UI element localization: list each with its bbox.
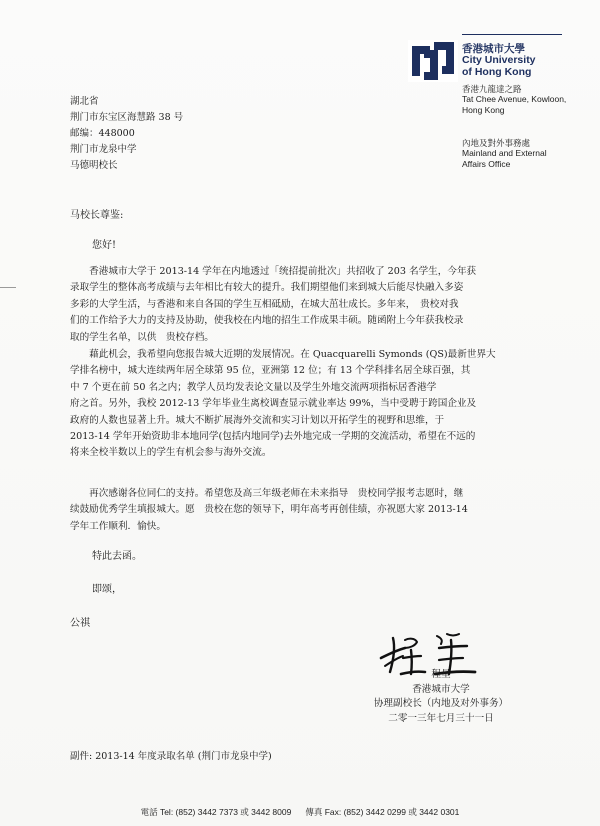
paragraph-line: 藉此机会，我希望向您报告城大近期的发展情况。在 Quacquarelli Symonds (QS)最新世界大 [70, 349, 496, 360]
paragraph-line: 多彩的大学生活，与香港和来自各国的学生互相砥励，在城大茁壮成长。多年来， 贵校对我 [70, 298, 459, 310]
signer-name: 程星 [431, 669, 451, 680]
paragraph-line: 续鼓励优秀学生填报城大。愿 贵校在您的领导下，明年高考再创佳绩，亦祝愿大家 2013-14 [70, 504, 468, 516]
recipient-province: 湖北省 [70, 96, 99, 107]
paragraph-line: 2013-14 学年开始资助非本地同学(包括内地同学)去外地完成一学期的交流活动，希望在不远的 [70, 430, 476, 442]
paragraph-line: 中 7 个更在前 50 名之内；教学人员均发表论文量以及学生外地交流两项指标居香港学 [70, 381, 437, 393]
paragraph-line: 录取学生的整体高考成绩与去年相比有较大的提升。我们期望他们来到城大后能尽快融入多姿 [70, 282, 464, 294]
signer-block [366, 668, 516, 726]
salutation: 马校长尊鉴: [70, 210, 124, 221]
signer-title: 协理副校长（内地及对外事务） [373, 698, 509, 709]
closing-wish: 公祺 [70, 618, 90, 629]
paragraph-line: 再次感谢各位同仁的支持。希望您及高三年级老师在未来指导 贵校同学报考志愿时，继 [70, 488, 464, 499]
body-paragraph-1 [70, 264, 532, 346]
letterhead-address-cn: 香港九龍達之路 [462, 85, 522, 95]
paragraph-line: 府之首。另外，我校 2012-13 学年毕业生离校调查显示就业率达 99%，当中受聘于跨国企业及 [70, 398, 477, 410]
recipient-school: 荆门市龙泉中学 [70, 144, 137, 155]
body-paragraph-3 [70, 486, 532, 535]
letterhead-address-en-line2: Hong Kong [462, 105, 505, 115]
footer-phone: 電話 Tel: (852) 3442 7373 或 3442 8009 [140, 807, 292, 817]
university-name-cn: 香港城市大學 [462, 43, 525, 55]
fold-mark [0, 287, 16, 288]
recipient-person: 马德明校长 [70, 160, 118, 171]
paragraph-line: 学排名榜中，城大连续两年居全球第 95 位，亚洲第 12 位；有 13 个学科排名居全球百强，其 [70, 365, 471, 377]
office-name-cn: 內地及對外事務處 [462, 139, 531, 149]
footer-fax: 傳真 Fax: (852) 3442 0299 或 3442 0301 [305, 807, 460, 817]
greeting: 您好! [92, 240, 117, 251]
letterhead-address-en-line1: Tat Chee Avenue, Kowloon, [462, 94, 567, 104]
paragraph-line: 们的工作给予大力的支持及协助，使我校在内地的招生工作成果丰硕。随函附上今年获我校录 [70, 315, 464, 327]
letter-footer [0, 806, 600, 818]
recipient-postcode: 邮编：448000 [70, 128, 135, 139]
recipient-street: 荆门市东宝区海慧路 38 号 [70, 112, 184, 123]
office-name-en-line1: Mainland and External [462, 148, 547, 158]
university-name-en-line1: City University [462, 54, 536, 66]
office-name-en-line2: Affairs Office [462, 159, 511, 169]
closing-remark: 特此去函。 [92, 551, 142, 562]
paragraph-line: 取的学生名单，以供 贵校存档。 [70, 331, 214, 343]
paragraph-line: 学年工作顺利．愉快。 [70, 520, 166, 532]
body-paragraph-2 [70, 347, 532, 462]
closing-salute: 即颂， [92, 584, 122, 595]
paragraph-line: 香港城市大学于 2013-14 学年在内地透过「统招提前批次」共招收了 203 名学生，今年获 [70, 266, 477, 277]
letter-date: 二零一三年七月三十一日 [388, 712, 494, 724]
university-name-en-line2: of Hong Kong [462, 66, 532, 78]
paragraph-line: 政府的人数也显著上升。城大不断扩展海外交流和实习计划以开拓学生的视野和思维，于 [70, 414, 445, 426]
cityu-logo-icon [408, 40, 458, 82]
letterhead-rule [462, 34, 562, 35]
recipient-address [70, 94, 183, 174]
signer-institution: 香港城市大学 [412, 683, 470, 695]
attachment-note: 副件: 2013-14 年度录取名单 (荆门市龙泉中学) [70, 751, 272, 762]
paragraph-line: 将来全校半数以上的学生有机会参与海外交流。 [70, 447, 272, 459]
